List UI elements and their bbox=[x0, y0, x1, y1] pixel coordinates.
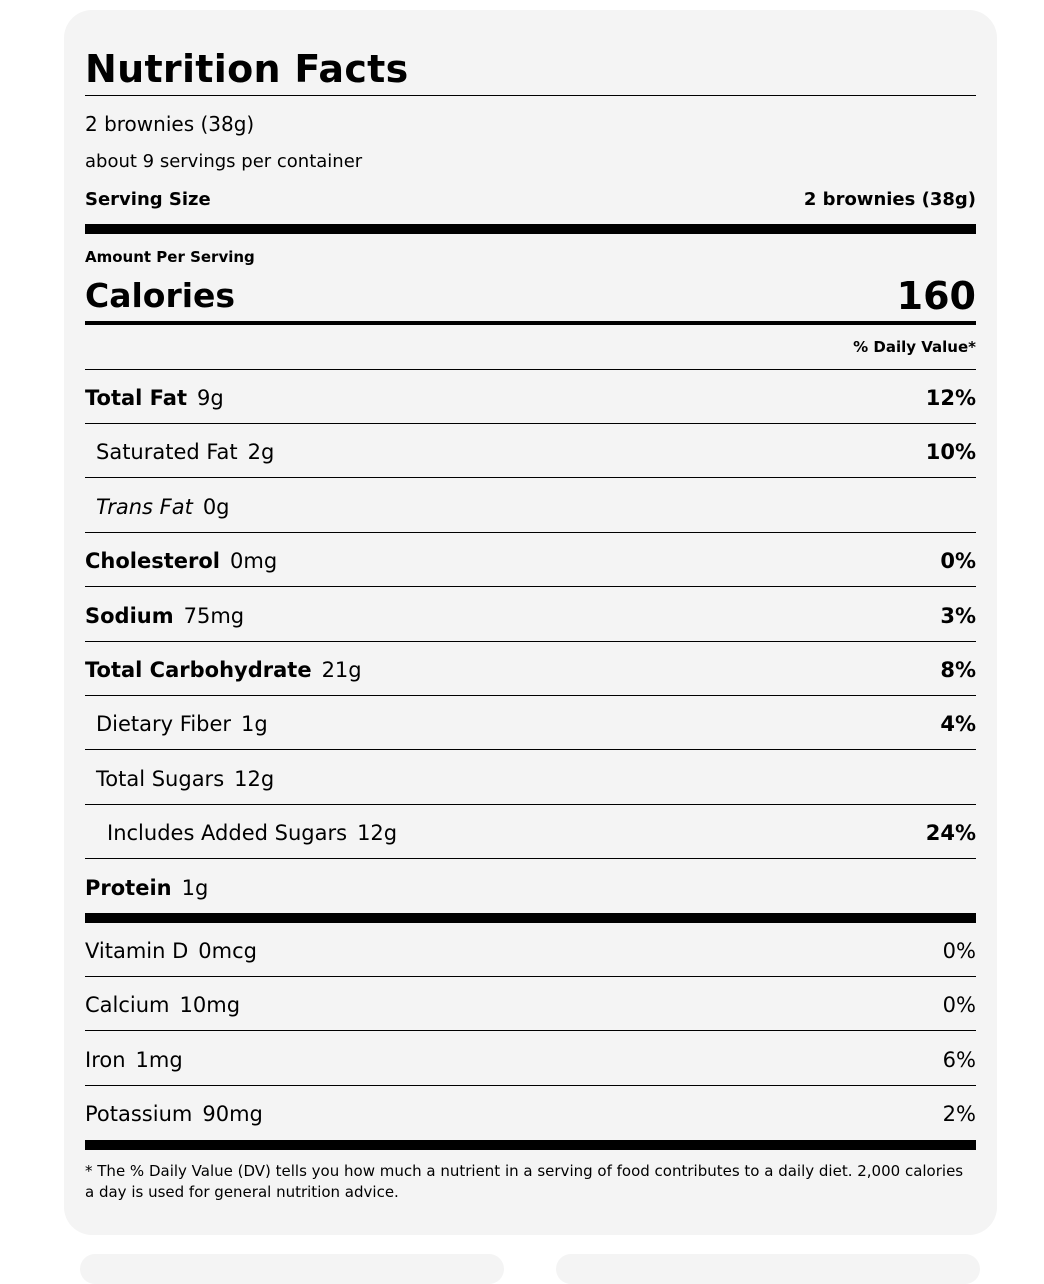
serving-line: 2 brownies (38g) bbox=[85, 112, 255, 136]
nutrient-amount: 9g bbox=[197, 386, 224, 410]
nutrient-name: Potassium bbox=[85, 1102, 193, 1127]
nutrient-amount: 0mcg bbox=[198, 939, 257, 963]
nutrient-name-cell bbox=[96, 494, 230, 520]
nutrient-row-added-sugars bbox=[85, 805, 976, 859]
nutrient-amount: 10mg bbox=[179, 993, 241, 1018]
thick-divider bbox=[85, 224, 976, 234]
nutrient-daily-value: 0% bbox=[940, 549, 976, 574]
nutrient-name: Cholesterol bbox=[85, 549, 220, 574]
nutrient-name: Iron bbox=[85, 1047, 126, 1072]
nutrient-name: Saturated Fat bbox=[96, 440, 238, 465]
nutrient-row-vitamin-d bbox=[85, 923, 976, 977]
nutrient-name: Total Carbohydrate bbox=[85, 658, 312, 682]
nutrient-name-cell bbox=[107, 820, 397, 846]
nutrient-amount: 0mg bbox=[230, 549, 278, 574]
label-title: Nutrition Facts bbox=[85, 47, 409, 91]
nutrient-row-iron bbox=[85, 1032, 976, 1086]
nutrient-name: Calcium bbox=[85, 993, 170, 1018]
nutrient-name: Protein bbox=[85, 875, 172, 900]
nutrient-daily-value: 0% bbox=[942, 993, 976, 1018]
next-card-left bbox=[80, 1254, 504, 1284]
nutrient-amount: 1g bbox=[241, 712, 268, 737]
calories-value: 160 bbox=[896, 274, 976, 318]
serving-size-label: Serving Size bbox=[85, 189, 211, 210]
nutrient-daily-value: 10% bbox=[925, 440, 976, 465]
nutrient-name-cell bbox=[96, 766, 274, 792]
nutrient-name-cell bbox=[96, 439, 274, 465]
nutrient-name-cell bbox=[85, 548, 277, 574]
nutrient-amount: 21g bbox=[321, 658, 362, 682]
servings-per-container: about 9 servings per container bbox=[85, 151, 363, 172]
nutrient-daily-value: 4% bbox=[940, 712, 976, 737]
nutrient-amount: 75mg bbox=[183, 603, 245, 628]
nutrient-name: Includes Added Sugars bbox=[107, 821, 348, 846]
thick-divider bbox=[85, 1140, 976, 1150]
nutrient-amount: 0g bbox=[202, 494, 230, 519]
nutrient-row-saturated-fat bbox=[85, 424, 976, 478]
nutrition-facts-card bbox=[64, 10, 997, 1235]
nutrient-amount: 12g bbox=[234, 766, 275, 791]
nutrient-amount: 2g bbox=[247, 440, 275, 465]
nutrient-daily-value: 3% bbox=[940, 603, 976, 628]
nutrient-amount: 1mg bbox=[135, 1047, 183, 1072]
footnote: * The % Daily Value (DV) tells you how much a nutrient in a serving of food contributes to a daily diet. 2,000 calories a day is used for general nutrition advice. bbox=[85, 1162, 964, 1201]
nutrient-row-total-sugars bbox=[85, 751, 976, 805]
nutrient-daily-value: 0% bbox=[942, 939, 976, 963]
nutrient-name-cell bbox=[85, 603, 244, 629]
nutrient-row-total-carbohydrate bbox=[85, 642, 976, 696]
divider bbox=[85, 95, 976, 96]
nutrient-row-protein bbox=[85, 860, 976, 914]
daily-value-header: % Daily Value* bbox=[853, 338, 976, 356]
nutrient-amount: 1g bbox=[181, 875, 209, 900]
nutrient-name-cell bbox=[85, 1101, 263, 1127]
nutrient-daily-value: 8% bbox=[940, 658, 976, 682]
nutrient-name-cell bbox=[85, 992, 240, 1018]
nutrient-amount: 90mg bbox=[202, 1102, 263, 1127]
nutrient-name: Vitamin D bbox=[85, 939, 189, 963]
nutrient-daily-value: 2% bbox=[942, 1102, 976, 1127]
nutrient-row-total-fat bbox=[85, 370, 976, 424]
nutrient-row-sodium bbox=[85, 588, 976, 642]
nutrient-name: Total Sugars bbox=[96, 766, 225, 791]
nutrient-name: Trans Fat bbox=[96, 494, 193, 519]
nutrient-row-potassium bbox=[85, 1086, 976, 1140]
amount-per-serving: Amount Per Serving bbox=[85, 248, 255, 266]
nutrient-daily-value: 12% bbox=[925, 386, 976, 410]
nutrient-name: Sodium bbox=[85, 603, 174, 628]
thick-divider bbox=[85, 913, 976, 923]
nutrient-name: Total Fat bbox=[85, 386, 188, 410]
calories-divider bbox=[85, 321, 976, 325]
nutrient-row-cholesterol bbox=[85, 533, 976, 587]
serving-size-value: 2 brownies (38g) bbox=[803, 189, 976, 210]
next-card-right bbox=[556, 1254, 980, 1284]
nutrient-name-cell bbox=[85, 657, 362, 683]
nutrient-name-cell bbox=[85, 938, 257, 964]
nutrient-daily-value: 6% bbox=[942, 1047, 976, 1072]
nutrient-name: Dietary Fiber bbox=[96, 712, 232, 737]
nutrient-name-cell bbox=[85, 385, 224, 411]
nutrient-daily-value: 24% bbox=[925, 821, 976, 846]
nutrient-name-cell bbox=[96, 711, 268, 737]
nutrient-name-cell bbox=[85, 1047, 183, 1073]
nutrient-row-calcium bbox=[85, 977, 976, 1031]
nutrient-name-cell bbox=[85, 875, 208, 901]
nutrient-row-trans-fat bbox=[85, 479, 976, 533]
nutrient-amount: 12g bbox=[357, 821, 398, 846]
nutrient-row-dietary-fiber bbox=[85, 696, 976, 750]
calories-label: Calories bbox=[85, 276, 236, 315]
